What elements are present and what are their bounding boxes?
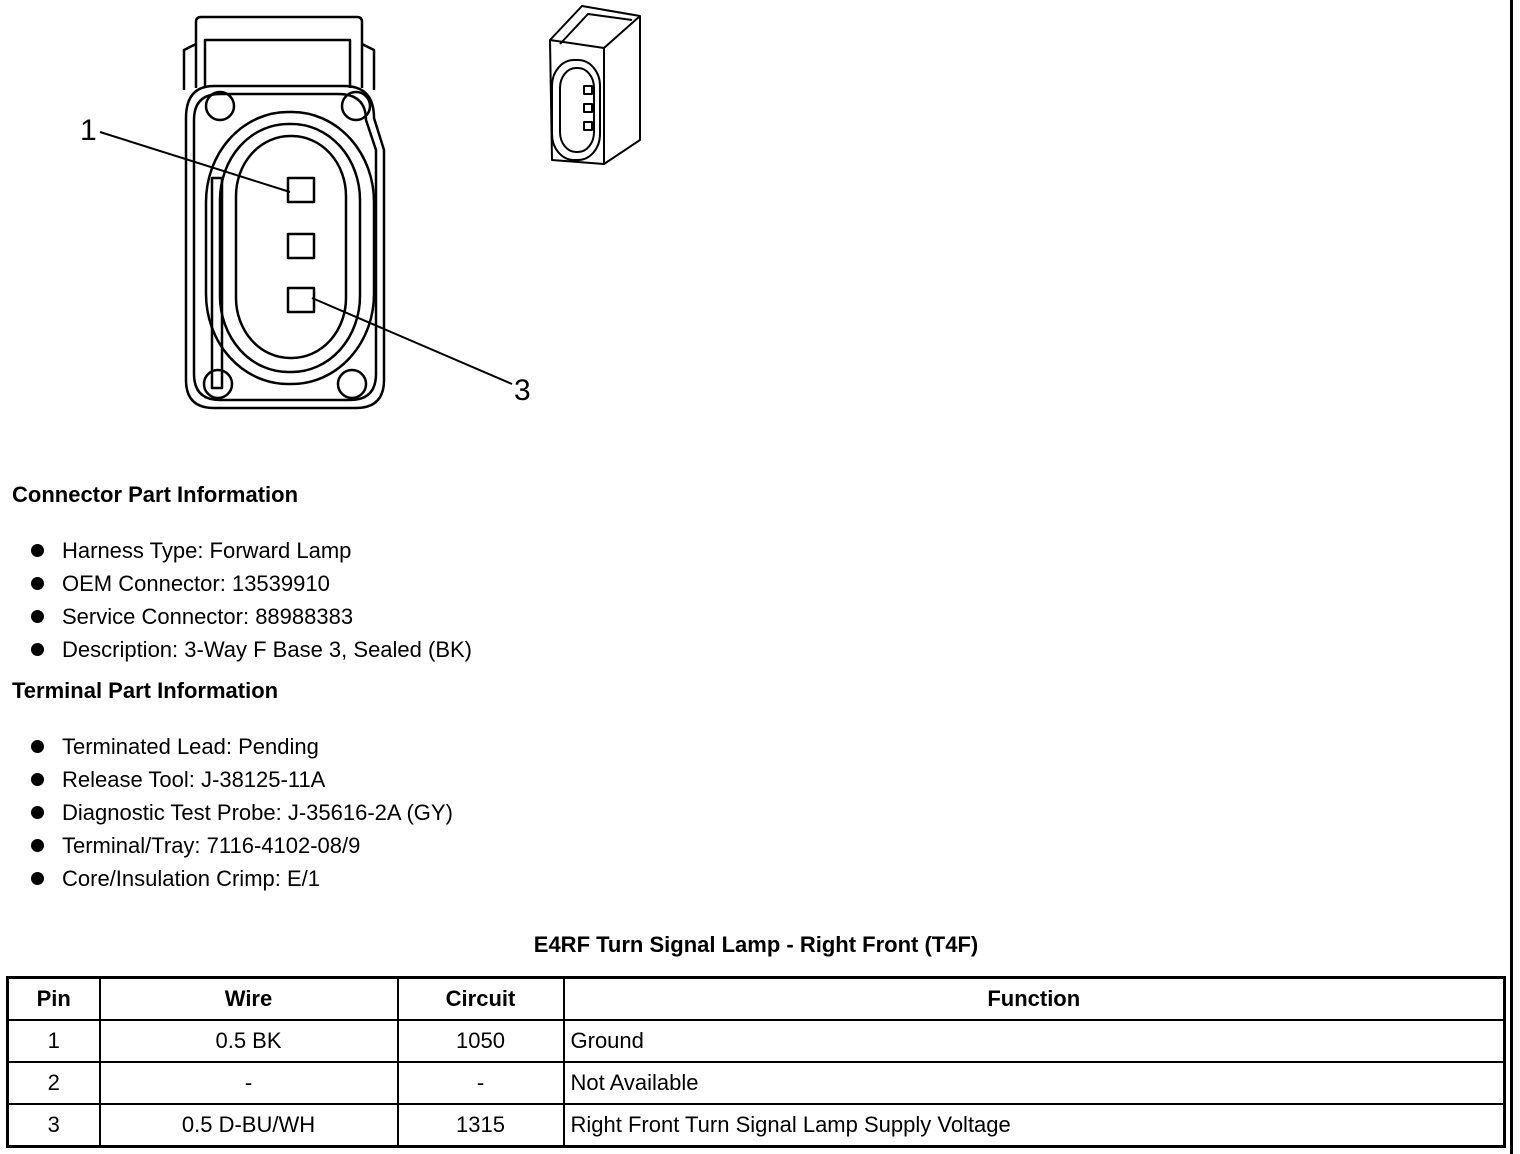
- terminal-cavity-1: [288, 178, 314, 202]
- cell-function: Ground: [564, 1020, 1505, 1062]
- bullet-icon: [31, 839, 44, 852]
- connector-body: [186, 86, 384, 408]
- list-item: Release Tool: J-38125-11A: [28, 763, 453, 796]
- bullet-icon: [31, 643, 44, 656]
- column-header-function: Function: [564, 978, 1505, 1021]
- pin-table-title: E4RF Turn Signal Lamp - Right Front (T4F): [533, 932, 979, 957]
- list-item: Terminal/Tray: 7116-4102-08/9: [28, 829, 453, 862]
- connector-diagram: [0, 0, 700, 440]
- bullet-icon: [31, 806, 44, 819]
- bullet-icon: [31, 773, 44, 786]
- connector-isometric-view: [550, 6, 640, 164]
- cell-function: Right Front Turn Signal Lamp Supply Voltage: [564, 1104, 1505, 1147]
- list-item: OEM Connector: 13539910: [28, 567, 472, 600]
- table-row: [8, 1104, 1505, 1147]
- bullet-icon: [31, 740, 44, 753]
- terminal-cavity-3: [288, 288, 314, 312]
- callout-3-leader: [312, 298, 512, 384]
- cell-function: Not Available: [564, 1062, 1505, 1104]
- table-row: [8, 1020, 1505, 1062]
- cell-wire: -: [100, 1062, 398, 1104]
- connector-info-title: Connector Part Information: [12, 482, 299, 507]
- cell-wire: 0.5 BK: [100, 1020, 398, 1062]
- bullet-icon: [31, 544, 44, 557]
- list-item: Service Connector: 88988383: [28, 600, 472, 633]
- table-header-row: [8, 978, 1505, 1021]
- connector-info-list: [28, 534, 472, 666]
- connector-latch: [196, 17, 362, 88]
- cell-circuit: -: [398, 1062, 564, 1104]
- terminal-info-title: Terminal Part Information: [12, 678, 279, 703]
- list-item: Core/Insulation Crimp: E/1: [28, 862, 453, 895]
- table-row: [8, 1062, 1505, 1104]
- cell-circuit: 1050: [398, 1020, 564, 1062]
- cell-circuit: 1315: [398, 1104, 564, 1147]
- bullet-icon: [31, 610, 44, 623]
- column-header-pin: Pin: [8, 978, 100, 1021]
- pin-table: [6, 976, 1506, 1148]
- callout-label-1: 1: [80, 114, 97, 147]
- column-header-wire: Wire: [100, 978, 398, 1021]
- cell-pin: 2: [8, 1062, 100, 1104]
- list-item: Diagnostic Test Probe: J-35616-2A (GY): [28, 796, 453, 829]
- list-item: Description: 3-Way F Base 3, Sealed (BK): [28, 633, 472, 666]
- bullet-icon: [31, 577, 44, 590]
- list-item: Terminated Lead: Pending: [28, 730, 453, 763]
- cell-pin: 1: [8, 1020, 100, 1062]
- cell-pin: 3: [8, 1104, 100, 1147]
- page-right-border: [1510, 0, 1513, 1154]
- column-header-circuit: Circuit: [398, 978, 564, 1021]
- callout-label-3: 3: [514, 374, 531, 407]
- bullet-icon: [31, 872, 44, 885]
- cell-wire: 0.5 D-BU/WH: [100, 1104, 398, 1147]
- terminal-info-list: [28, 730, 453, 895]
- list-item: Harness Type: Forward Lamp: [28, 534, 472, 567]
- terminal-cavity-2: [288, 234, 314, 258]
